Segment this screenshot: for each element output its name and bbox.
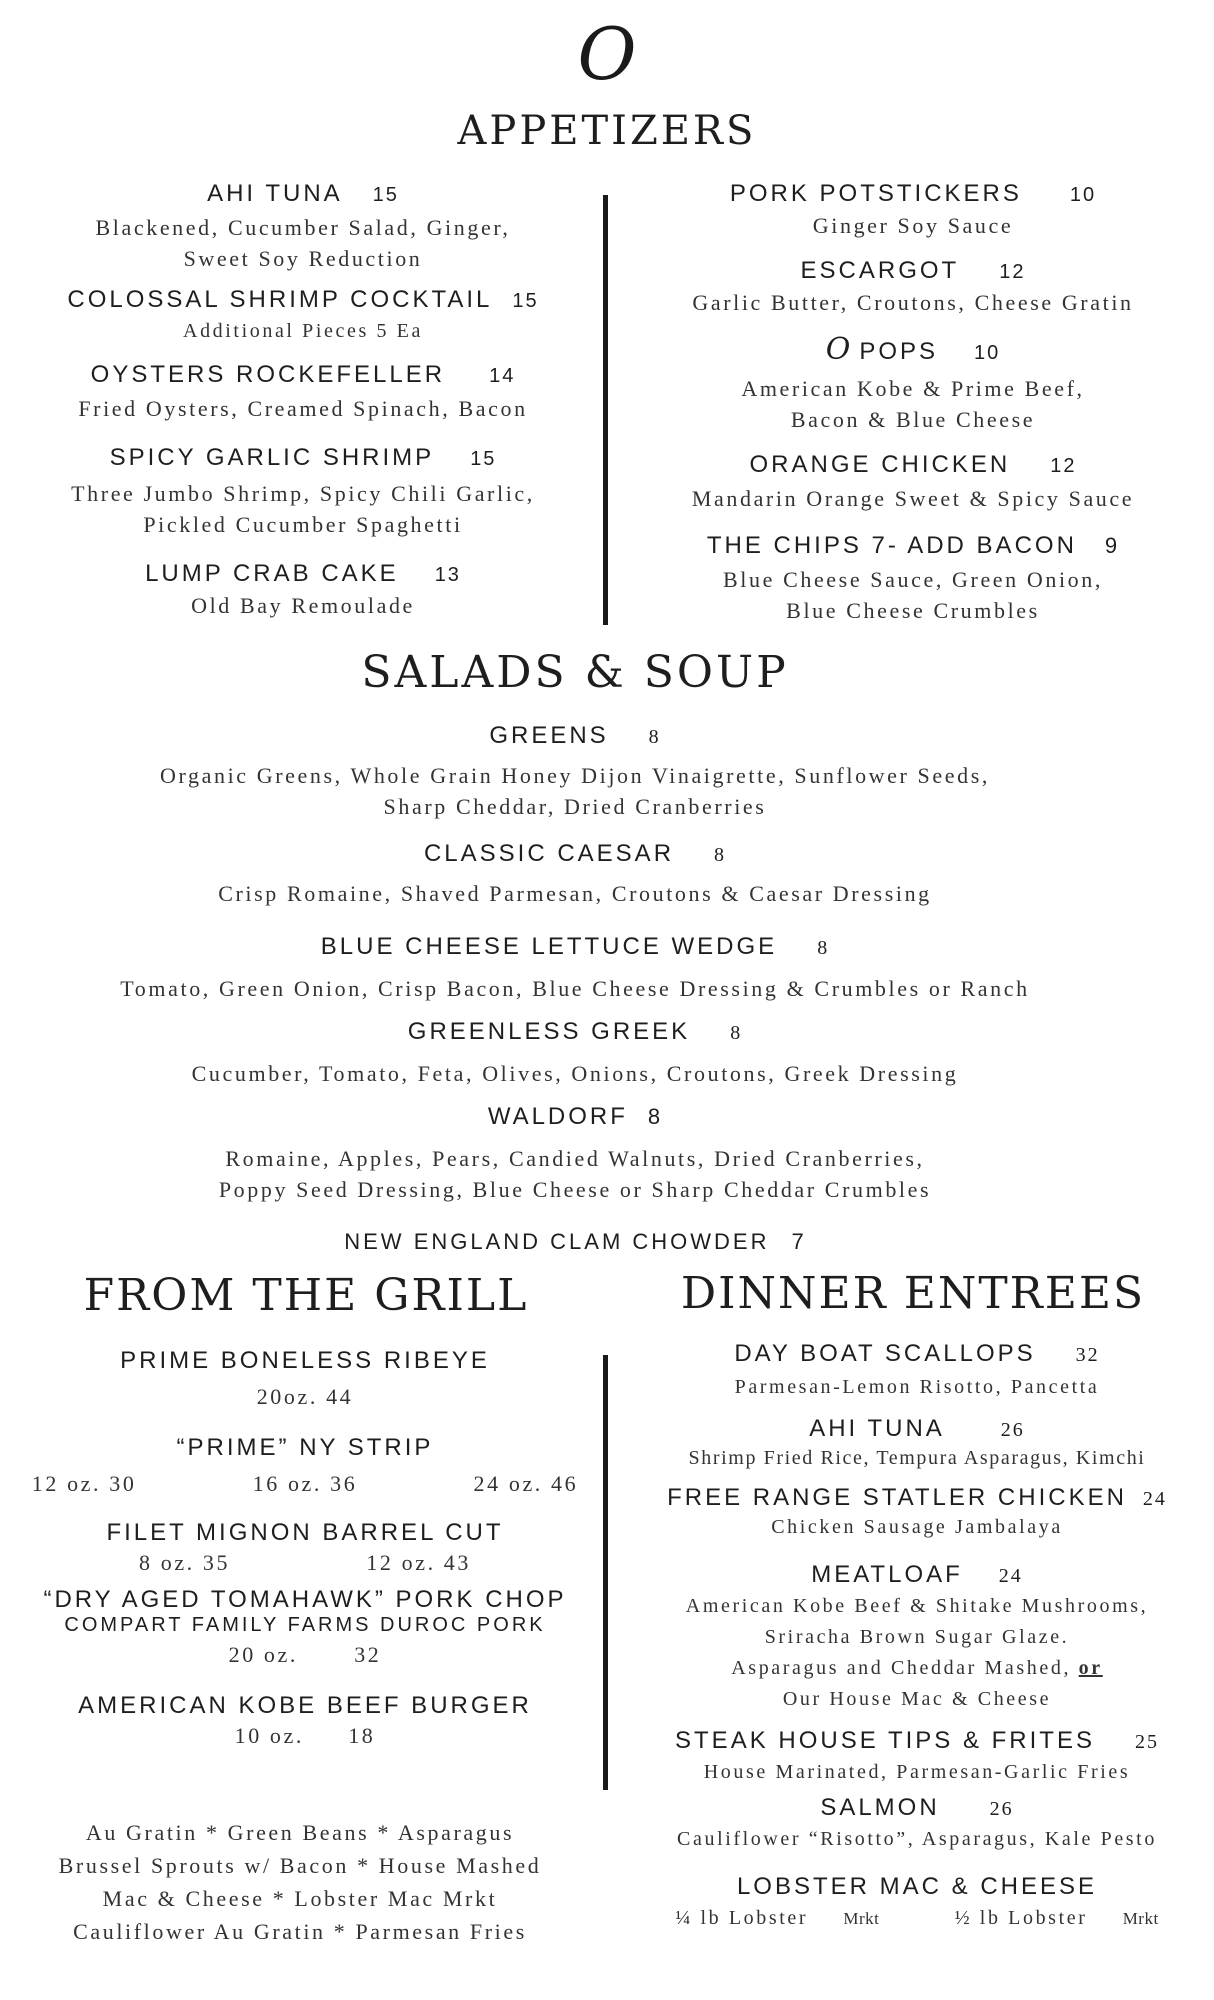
item-price: 24 — [1142, 1488, 1167, 1510]
size: ¼ lb Lobster — [675, 1907, 809, 1929]
logo-small: O — [825, 332, 854, 367]
size-price: 32 — [354, 1642, 382, 1667]
desc-line: Blue Cheese Crumbles — [786, 598, 1040, 623]
menu-item-shrimp-cocktail — [0, 286, 606, 314]
menu-item-pork-potstickers — [612, 180, 1214, 208]
size-price: 18 — [348, 1723, 376, 1748]
item-price: 8 — [817, 937, 830, 959]
item-price: 10 — [974, 342, 1001, 364]
desc-line: Organic Greens, Whole Grain Honey Dijon Vinaigrette, Sunflower Seeds, — [160, 763, 990, 788]
desc-line: American Kobe Beef & Shitake Mushrooms, — [685, 1595, 1149, 1617]
item-name: OYSTERS ROCKEFELLER — [90, 361, 446, 388]
item-name: FILET MIGNON BARREL CUT — [106, 1519, 504, 1546]
item-description — [620, 1443, 1214, 1474]
menu-item-ahi-tuna — [0, 180, 606, 208]
desc-line: American Kobe & Prime Beef, — [741, 376, 1085, 401]
desc-line: Chicken Sausage Jambalaya — [771, 1516, 1063, 1538]
desc-line: House Marinated, Parmesan-Garlic Fries — [703, 1761, 1131, 1783]
desc-line: Sharp Cheddar, Dried Cranberries — [383, 794, 767, 819]
item-price: 10 — [1069, 184, 1097, 206]
item-description — [0, 316, 606, 347]
item-name: STEAK HOUSE TIPS & FRITES — [675, 1727, 1095, 1754]
item-name: WALDORF — [487, 1103, 628, 1130]
section-title-salads-soup: SALADS & SOUP — [361, 647, 789, 698]
item-price: 12 — [1050, 455, 1077, 477]
menu-item-scallops — [620, 1340, 1214, 1368]
item-name: PORK POTSTICKERS — [729, 180, 1022, 207]
item-description — [612, 564, 1214, 626]
item-description — [620, 1591, 1214, 1715]
item-name: PRIME BONELESS RIBEYE — [120, 1347, 490, 1374]
desc-line: Sriracha Brown Sugar Glaze. — [764, 1626, 1070, 1648]
desc-line: Old Bay Remoulade — [191, 593, 415, 618]
desc-line: Ginger Soy Sauce — [812, 213, 1014, 238]
item-price: 8 — [647, 1104, 663, 1129]
desc-line: Parmesan-Lemon Risotto, Pancetta — [734, 1376, 1100, 1398]
size-price: 8 oz. 35 — [139, 1550, 231, 1575]
sides-line: Au Gratin * Green Beans * Asparagus — [85, 1820, 515, 1845]
sides-line: Brussel Sprouts w/ Bacon * House Mashed — [58, 1853, 542, 1878]
desc-line: Garlic Butter, Croutons, Cheese Gratin — [692, 290, 1134, 315]
item-name: SPICY GARLIC SHRIMP — [109, 444, 435, 471]
item-name: FREE RANGE STATLER CHICKEN — [667, 1484, 1127, 1511]
item-price: 9 — [1104, 533, 1120, 558]
item-description — [620, 1757, 1214, 1788]
item-price: 15 — [372, 184, 399, 206]
size: ½ lb Lobster — [954, 1907, 1088, 1929]
item-subtitle-text: COMPART FAMILY FARMS DUROC PORK — [64, 1614, 546, 1636]
item-price: 32 — [1075, 1344, 1100, 1366]
item-name: THE CHIPS 7- ADD BACON — [706, 532, 1077, 559]
menu-item-pork-chop — [0, 1586, 610, 1614]
item-description — [0, 393, 606, 424]
item-price: 14 — [489, 365, 516, 387]
item-description — [612, 373, 1214, 435]
menu-item-clam-chowder — [0, 1229, 1150, 1255]
item-name: BLUE CHEESE LETTUCE WEDGE — [320, 933, 778, 960]
desc-line: Bacon & Blue Cheese — [790, 407, 1036, 432]
size-price: 12 oz. 30 — [31, 1471, 137, 1496]
menu-item-meatloaf — [620, 1561, 1214, 1589]
item-sizes — [0, 1468, 610, 1499]
sides-line: Mac & Cheese * Lobster Mac Mrkt — [102, 1886, 498, 1911]
item-price: 15 — [512, 290, 539, 312]
item-price: 26 — [1000, 1419, 1025, 1441]
size-price: 16 oz. 36 — [252, 1471, 358, 1496]
item-description — [0, 1143, 1150, 1205]
menu-item-o-pops — [612, 332, 1214, 367]
item-subtitle — [0, 1614, 610, 1637]
item-name: AMERICAN KOBE BEEF BURGER — [78, 1692, 532, 1719]
section-title-grill: FROM THE GRILL — [83, 1270, 529, 1321]
item-description — [620, 1824, 1214, 1855]
salads-list — [0, 722, 1150, 1255]
logo-mark: O — [577, 12, 637, 96]
item-sizes — [620, 1903, 1214, 1934]
appetizers-left-column — [0, 180, 606, 621]
item-description — [0, 590, 606, 621]
item-name: “PRIME” NY STRIP — [176, 1434, 434, 1461]
item-description — [612, 287, 1214, 318]
section-title-entrees: DINNER ENTREES — [680, 1268, 1146, 1319]
desc-line: Poppy Seed Dressing, Blue Cheese or Sharp Cheddar Crumbles — [218, 1177, 932, 1202]
item-name: NEW ENGLAND CLAM CHOWDER — [344, 1229, 770, 1254]
menu-item-greens — [0, 722, 1150, 750]
size-price: Mrkt — [1122, 1909, 1159, 1928]
desc-line: Cucumber, Tomato, Feta, Olives, Onions, Croutons, Greek Dressing — [191, 1061, 959, 1086]
item-name: LUMP CRAB CAKE — [145, 560, 399, 587]
menu-item-filet-mignon — [0, 1519, 610, 1547]
size: 20 oz. — [228, 1642, 298, 1667]
menu-item-greenless-greek — [0, 1018, 1150, 1046]
item-description — [0, 212, 606, 274]
sides-list — [0, 1816, 600, 1948]
desc-line: Shrimp Fried Rice, Tempura Asparagus, Kimchi — [688, 1447, 1146, 1469]
item-description — [612, 483, 1214, 514]
desc-line: Cauliflower “Risotto”, Asparagus, Kale Pesto — [677, 1828, 1157, 1850]
item-description — [0, 1058, 1150, 1089]
menu-item-waldorf — [0, 1103, 1150, 1131]
item-description — [0, 973, 1150, 1004]
item-description — [0, 878, 1150, 909]
desc-line: Sweet Soy Reduction — [183, 246, 423, 271]
item-price: 15 — [470, 448, 497, 470]
item-price: 8 — [730, 1022, 743, 1044]
item-description — [0, 478, 606, 540]
menu-item-entree-ahi-tuna — [620, 1415, 1214, 1443]
section-title-appetizers: APPETIZERS — [457, 108, 757, 154]
item-sizes — [0, 1547, 610, 1578]
desc-line: Our House Mac & Cheese — [782, 1688, 1052, 1710]
menu-item-kobe-burger — [0, 1692, 610, 1720]
menu-item-steak-tips — [620, 1727, 1214, 1755]
desc-line: Romaine, Apples, Pears, Candied Walnuts, Dried Cranberries, — [225, 1146, 925, 1171]
desc-line: Blackened, Cucumber Salad, Ginger, — [95, 215, 511, 240]
menu-item-ny-strip — [0, 1434, 610, 1462]
menu-item-lobster-mac — [620, 1873, 1214, 1901]
item-sizes — [0, 1639, 610, 1670]
desc-line: Mandarin Orange Sweet & Spicy Sauce — [691, 486, 1135, 511]
desc-line: Additional Pieces 5 Ea — [183, 320, 423, 342]
entrees-column — [620, 1340, 1214, 1934]
desc-line: Three Jumbo Shrimp, Spicy Chili Garlic, — [71, 481, 535, 506]
item-name: MEATLOAF — [811, 1561, 963, 1588]
item-name: AHI TUNA — [809, 1415, 945, 1442]
item-price: 13 — [434, 564, 461, 586]
item-sizes — [0, 1720, 610, 1751]
logo — [0, 12, 1214, 96]
item-description — [620, 1372, 1214, 1403]
item-price: 25 — [1134, 1731, 1159, 1753]
item-sizes — [0, 1381, 610, 1412]
desc-line: Pickled Cucumber Spaghetti — [143, 512, 463, 537]
item-price: 24 — [998, 1565, 1023, 1587]
desc-line: Asparagus and Cheddar Mashed, — [731, 1657, 1072, 1679]
menu-item-ribeye — [0, 1347, 610, 1375]
item-price: 12 — [999, 261, 1026, 283]
size-price: Mrkt — [843, 1909, 880, 1928]
item-description — [612, 210, 1214, 241]
item-name: ESCARGOT — [800, 257, 960, 284]
menu-item-spicy-garlic-shrimp — [0, 444, 606, 472]
menu-item-blue-cheese-wedge — [0, 933, 1150, 961]
size-price: 24 oz. 46 — [473, 1471, 579, 1496]
menu-item-classic-caesar — [0, 840, 1150, 868]
size-price: 12 oz. 43 — [366, 1550, 471, 1575]
desc-line: Fried Oysters, Creamed Spinach, Bacon — [78, 396, 528, 421]
menu-item-escargot — [612, 257, 1214, 285]
menu-item-the-chips — [612, 532, 1214, 560]
size-price: 20oz. 44 — [256, 1384, 354, 1409]
menu-item-statler-chicken — [620, 1484, 1214, 1512]
item-name: GREENS — [489, 722, 609, 749]
item-name: LOBSTER MAC & CHEESE — [736, 1873, 1098, 1900]
size: 10 oz. — [234, 1723, 304, 1748]
desc-line: Crisp Romaine, Shaved Parmesan, Croutons & Caesar Dressing — [218, 881, 932, 906]
item-description — [620, 1512, 1214, 1543]
item-name: DAY BOAT SCALLOPS — [734, 1340, 1036, 1367]
item-name: POPS — [859, 338, 939, 365]
item-name: AHI TUNA — [207, 180, 343, 207]
item-name: COLOSSAL SHRIMP COCKTAIL — [67, 286, 493, 313]
menu-item-lump-crab-cake — [0, 560, 606, 588]
item-price: 8 — [714, 844, 727, 866]
appetizers-right-column — [612, 180, 1214, 626]
desc-line: Blue Cheese Sauce, Green Onion, — [723, 567, 1103, 592]
desc-or: or — [1078, 1657, 1103, 1679]
menu-item-oysters-rockefeller — [0, 361, 606, 389]
item-name: “DRY AGED TOMAHAWK” PORK CHOP — [43, 1586, 567, 1613]
item-description — [0, 760, 1150, 822]
item-price: 26 — [989, 1798, 1014, 1820]
item-name: GREENLESS GREEK — [407, 1018, 691, 1045]
grill-column — [0, 1347, 610, 1751]
item-name: ORANGE CHICKEN — [749, 451, 1011, 478]
menu-item-salmon — [620, 1794, 1214, 1822]
item-name: SALMON — [820, 1794, 940, 1821]
sides-line: Cauliflower Au Gratin * Parmesan Fries — [73, 1919, 527, 1944]
menu-item-orange-chicken — [612, 451, 1214, 479]
item-price: 8 — [648, 726, 661, 748]
item-name: CLASSIC CAESAR — [423, 840, 675, 867]
item-price: 7 — [791, 1229, 806, 1254]
desc-line: Tomato, Green Onion, Crisp Bacon, Blue Cheese Dressing & Crumbles or Ranch — [120, 976, 1030, 1001]
